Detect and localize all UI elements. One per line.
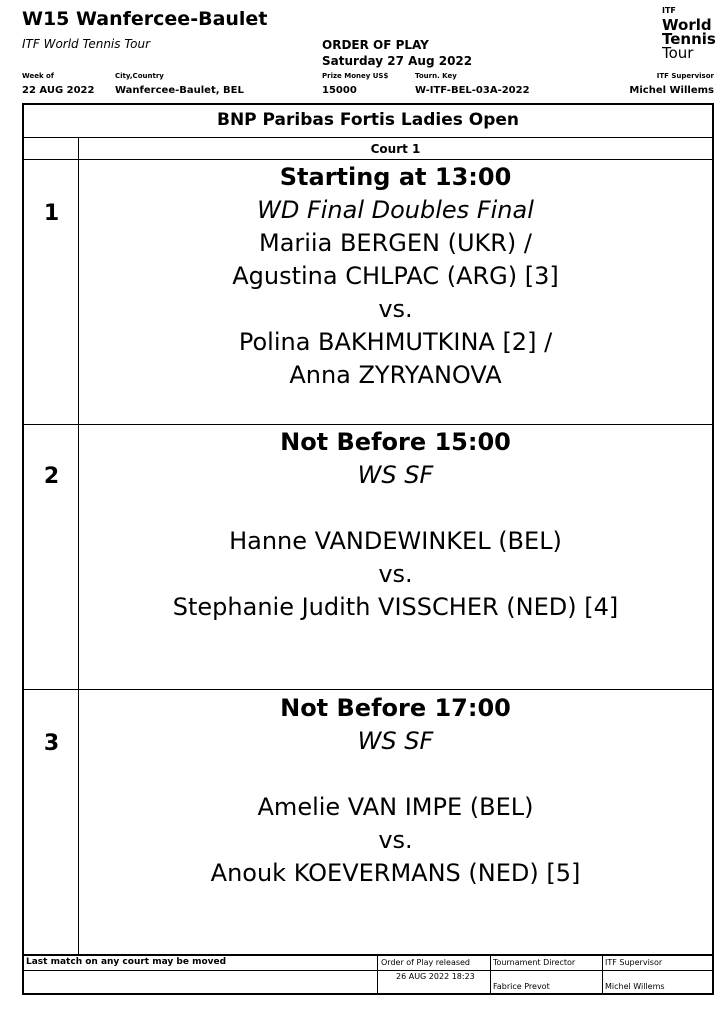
week-label: Week of <box>22 72 54 80</box>
divider <box>602 954 603 993</box>
tournament-title: W15 Wanfercee-Baulet <box>22 8 268 30</box>
divider <box>490 954 491 993</box>
match-event: WS SF <box>357 461 434 489</box>
tournament-name: BNP Paribas Fortis Ladies Open <box>216 110 520 130</box>
match-event: WD Final Doubles Final <box>257 196 534 224</box>
tour-subtitle: ITF World Tennis Tour <box>22 37 151 51</box>
player-line: Amelie VAN IMPE (BEL) <box>257 793 534 821</box>
player-line: Mariia BERGEN (UKR) / <box>258 229 533 257</box>
supervisor-value: Michel Willems <box>629 85 714 96</box>
divider <box>24 159 712 160</box>
match-time: Starting at 13:00 <box>279 163 512 191</box>
director-value: Fabrice Prevot <box>493 982 550 991</box>
last-match-note: Last match on any court may be moved <box>26 957 227 967</box>
city-value: Wanfercee-Baulet, BEL <box>115 85 244 96</box>
blank-line <box>79 492 712 525</box>
footer-supervisor-label: ITF Supervisor <box>605 958 663 967</box>
prize-label: Prize Money US$ <box>322 72 389 80</box>
versus-line: vs. <box>378 295 413 323</box>
prize-value: 15000 <box>322 85 357 96</box>
match-time: Not Before 17:00 <box>280 694 511 722</box>
player-line: Agustina CHLPAC (ARG) [3] <box>232 262 559 290</box>
divider <box>24 954 712 956</box>
blank-line <box>79 758 712 791</box>
divider <box>24 970 712 971</box>
week-value: 22 AUG 2022 <box>22 85 95 96</box>
player-line: Polina BAKHMUTKINA [2] / <box>238 328 553 356</box>
order-of-play-heading <box>322 37 472 69</box>
player-line: Stephanie Judith VISSCHER (NED) [4] <box>172 593 619 621</box>
match-cell <box>79 161 712 392</box>
match-number: 3 <box>43 731 60 756</box>
match-time: Not Before 15:00 <box>280 428 511 456</box>
divider <box>377 954 378 993</box>
order-of-play-table <box>22 103 714 995</box>
player-line: Anna ZYRYANOVA <box>289 361 502 389</box>
supervisor-label: ITF Supervisor <box>656 72 714 80</box>
court-header: Court 1 <box>370 142 421 156</box>
match-event: WS SF <box>357 727 434 755</box>
match-cell <box>79 692 712 890</box>
tourn-key-value: W-ITF-BEL-03A-2022 <box>415 85 530 96</box>
versus-line: vs. <box>378 826 413 854</box>
match-cell <box>79 426 712 624</box>
player-line: Anouk KOEVERMANS (NED) [5] <box>210 859 581 887</box>
order-of-play-label: ORDER OF PLAY <box>322 38 429 52</box>
director-label: Tournament Director <box>493 958 576 967</box>
city-label: City,Country <box>115 72 164 80</box>
versus-line: vs. <box>378 560 413 588</box>
divider <box>24 689 712 690</box>
match-number: 1 <box>43 201 60 226</box>
play-date: Saturday 27 Aug 2022 <box>322 54 473 68</box>
itf-world-tennis-tour-logo: ITF World Tennis Tour <box>662 6 716 62</box>
released-value: 26 AUG 2022 18:23 <box>396 972 475 981</box>
tourn-key-label: Tourn. Key <box>415 72 457 80</box>
footer-supervisor-value: Michel Willems <box>605 982 665 991</box>
player-line: Hanne VANDEWINKEL (BEL) <box>229 527 562 555</box>
released-label: Order of Play released <box>381 958 471 967</box>
divider <box>24 137 712 138</box>
divider <box>24 424 712 425</box>
match-number: 2 <box>43 464 60 489</box>
